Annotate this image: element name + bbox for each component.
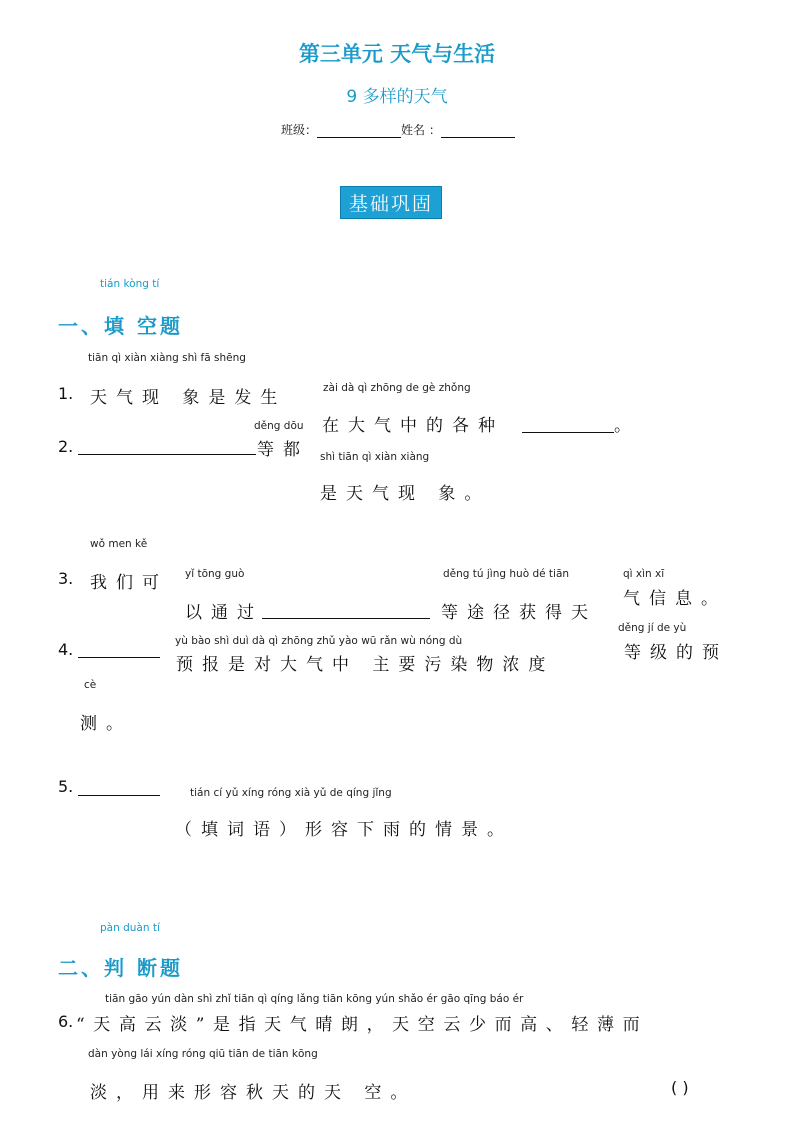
- q4-number: 4.: [58, 640, 74, 659]
- section1-title: 一、填 空题: [58, 314, 183, 338]
- q1-text-a: 天气现 象是发生: [90, 388, 287, 408]
- q2-answer-blank[interactable]: [78, 454, 256, 455]
- q4-answer-blank[interactable]: [78, 657, 160, 658]
- q3-number: 3.: [58, 569, 74, 588]
- q3-text-a: 我们可: [90, 573, 168, 593]
- q5-number: 5.: [58, 777, 74, 796]
- lesson-title: 9 多样的天气: [346, 87, 448, 107]
- q6-number: 6.: [58, 1012, 74, 1031]
- q4-text-a: 预报是对大气中 主要污染物浓度: [176, 655, 555, 675]
- q6-pinyin-a: tiān gāo yún dàn shì zhǐ tiān qì qíng lǎng tiān kōng yún shǎo ér gāo qīng báo ér: [105, 993, 524, 1005]
- name-label: 姓名 ：: [401, 123, 441, 137]
- class-blank[interactable]: [317, 125, 401, 138]
- section2-pinyin: pàn duàn tí: [100, 922, 160, 934]
- q3-text-c: 等途径获得天: [441, 603, 597, 623]
- q6-pinyin-b: dàn yòng lái xíng róng qiū tiān de tiān kōng: [88, 1048, 318, 1060]
- q6-text-b: 淡，用来形容秋天的天 空。: [90, 1083, 417, 1103]
- q2-text-a: 等都: [257, 440, 309, 460]
- q4-text-b: 等级的预: [624, 643, 728, 663]
- class-name-line: [281, 121, 515, 138]
- class-label: 班级：: [281, 123, 318, 137]
- q5-text-a: （填词语）形容下雨的情景。: [175, 820, 513, 840]
- q4-pinyin-a: yù bào shì duì dà qì zhōng zhǔ yào wū rǎn wù nóng dù: [175, 635, 463, 647]
- q1-number: 1.: [58, 384, 74, 403]
- q2-text-b: 是天气现 象。: [320, 484, 491, 504]
- q3-pinyin-d: qì xìn xī: [623, 568, 665, 580]
- q3-pinyin-c: děng tú jìng huò dé tiān: [443, 568, 570, 580]
- q1-answer-blank[interactable]: [522, 432, 614, 433]
- q3-text-d: 气信息。: [623, 589, 727, 609]
- unit-title: 第三单元 天气与生活: [298, 42, 496, 66]
- q5-pinyin-a: tián cí yǔ xíng róng xià yǔ de qíng jǐng: [190, 787, 392, 799]
- basic-consolidation-badge: 基础巩固: [340, 186, 442, 219]
- q4-text-c: 测。: [80, 714, 132, 734]
- q2-pinyin-b: shì tiān qì xiàn xiàng: [320, 451, 430, 463]
- q1-end: 。: [614, 416, 640, 436]
- q2-number: 2.: [58, 437, 74, 456]
- section1-pinyin: tián kòng tí: [100, 278, 160, 290]
- q4-pinyin-b: děng jí de yù: [618, 622, 687, 634]
- q3-pinyin-a: wǒ men kě: [90, 538, 148, 550]
- q4-pinyin-c: cè: [84, 679, 97, 691]
- q1-text-b: 在大气中的各种: [322, 416, 504, 436]
- q1-pinyin-b: zài dà qì zhōng de gè zhǒng: [323, 382, 471, 394]
- q3-text-b: 以通过: [185, 603, 263, 623]
- q2-pinyin-a: děng dōu: [254, 420, 304, 432]
- q6-answer-bracket[interactable]: ( ): [671, 1078, 689, 1097]
- q3-answer-blank[interactable]: [262, 618, 430, 619]
- q1-pinyin-a: tiān qì xiàn xiàng shì fā shēng: [88, 352, 246, 364]
- q5-answer-blank[interactable]: [78, 795, 160, 796]
- q6-text-a: “天高云淡”是指天气晴朗，天空云少而高、轻薄而: [76, 1015, 649, 1035]
- name-blank[interactable]: [441, 125, 515, 138]
- section2-title: 二、判 断题: [58, 956, 183, 980]
- q3-pinyin-b: yǐ tōng guò: [185, 568, 245, 580]
